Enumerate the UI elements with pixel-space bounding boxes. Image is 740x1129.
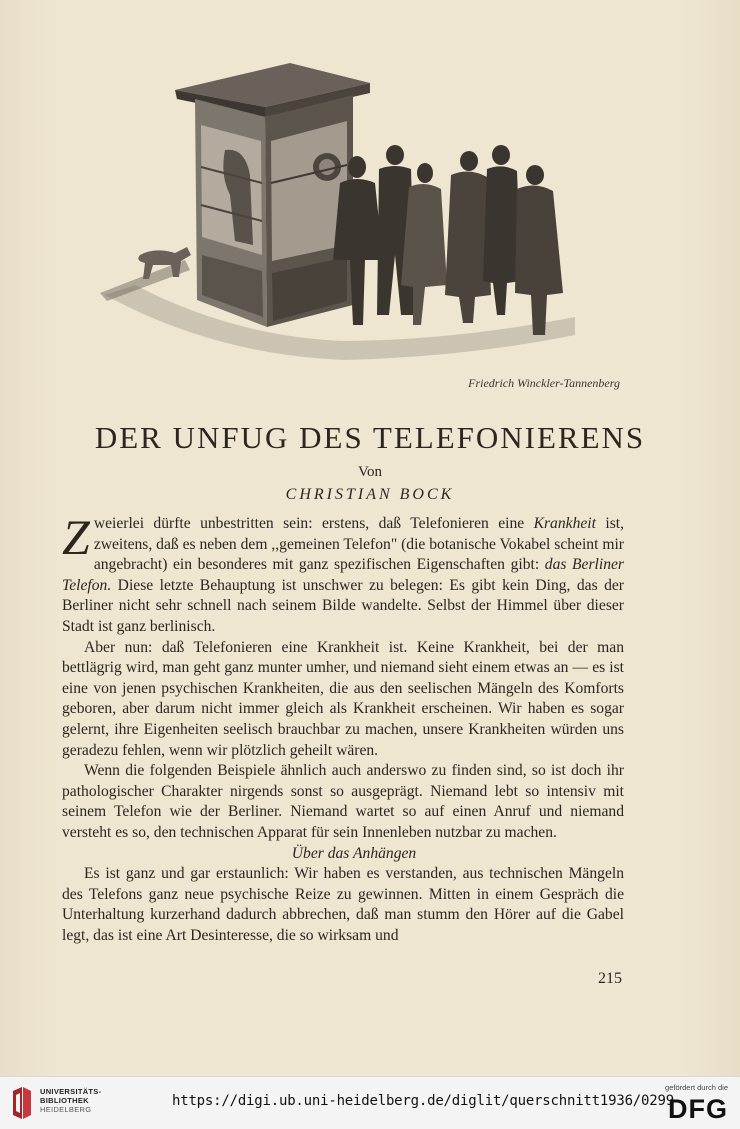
paragraph-1 bbox=[62, 509, 624, 638]
paragraph-3: Wenn die folgenden Beispiele ähnlich auch anderswo zu finden sind, so ist doch ihr pathologischer Charakter nirgends sonst so ausgeprägt. Niemand lebt so intensiv mit seinem Telefon wie der Berliner. Niemand wartet so auf einen Anruf und niemand versteht es so, den technischen Apparat für sein Innenleben nutzbar zu machen. bbox=[62, 762, 624, 841]
illustration-credit: Friedrich Winckler-Tannenberg bbox=[468, 376, 620, 390]
paragraph-4: Es ist ganz und gar erstaunlich: Wir haben es verstanden, aus technischen Mängeln des Telefons ganz neue psychische Reize zu gewinnen. Mitten in einem Gespräch die Unterhaltung kurzerhand dadurch abbrechen, daß man stumm den Hörer auf die Gabel legt, das ist eine Art Desinteresse, die so wirksam und bbox=[62, 865, 624, 944]
logo-line-2: BIBLIOTHEK bbox=[40, 1096, 89, 1105]
section-heading: Über das Anhängen bbox=[291, 844, 417, 862]
university-library-logo-icon bbox=[10, 1085, 34, 1121]
paragraph-1-text-b: ist, zweitens, daß es neben dem ,,gemeinen Telefon" (die botanische Vokabel scheint mir angebracht) ein besonderes mit ganz spezifischen Eigenschaften gibt: bbox=[93, 515, 624, 574]
drop-cap: Z bbox=[62, 509, 90, 565]
page-number: 215 bbox=[598, 970, 622, 987]
paragraph-1-emphasis-2: das Berliner Telefon. bbox=[62, 556, 624, 594]
byline-von: Von bbox=[358, 464, 382, 480]
dfg-logo: DFG bbox=[668, 1094, 728, 1124]
university-library-logo-text bbox=[40, 1087, 101, 1114]
paragraph-2: Aber nun: daß Telefonieren eine Krankheit ist. Keine Krankheit, bei der man bettlägrig wird, man geht ganz munter umher, und niemand sieht einem etwas an — es ist eine von jenen psychischen Krankheiten, die aus den seelischen Mängeln des Komforts geboren, aber darum nicht immer gleich als Krankheit erscheinen. Wir haben es sogar gelernt, ihre Eigenheiten seelisch brauchbar zu machen, unsere Krankheiten würden uns geradezu fehlen, wenn wir plötzlich geheilt wären. bbox=[62, 638, 624, 759]
viewer-footer bbox=[0, 1076, 740, 1129]
author-name: CHRISTIAN BOCK bbox=[285, 486, 455, 503]
logo-line-1: UNIVERSITÄTS- bbox=[40, 1087, 102, 1096]
article-body bbox=[62, 509, 624, 946]
logo-line-3: HEIDELBERG bbox=[40, 1105, 92, 1114]
funded-by-label: gefördert durch die bbox=[665, 1083, 728, 1092]
paragraph-1-emphasis-1: Krankheit bbox=[533, 515, 596, 532]
permalink-url[interactable]: https://digi.ub.uni-heidelberg.de/diglit/querschnitt1936/0299 bbox=[172, 1093, 674, 1109]
paragraph-1-text-a: weierlei dürfte unbestritten sein: erstens, daß Telefonieren eine bbox=[93, 515, 534, 532]
telephone-booth-illustration bbox=[95, 55, 585, 365]
article-title: DER UNFUG DES TELEFONIERENS bbox=[94, 420, 646, 455]
paragraph-1-text-c: Diese letzte Behauptung ist unschwer zu belegen: Es gibt kein Ding, das der Berliner nicht sehr schnell nach seinem Bilde wandelte. Selbst der Himmel über dieser Stadt ist ganz berlinisch. bbox=[62, 576, 624, 635]
